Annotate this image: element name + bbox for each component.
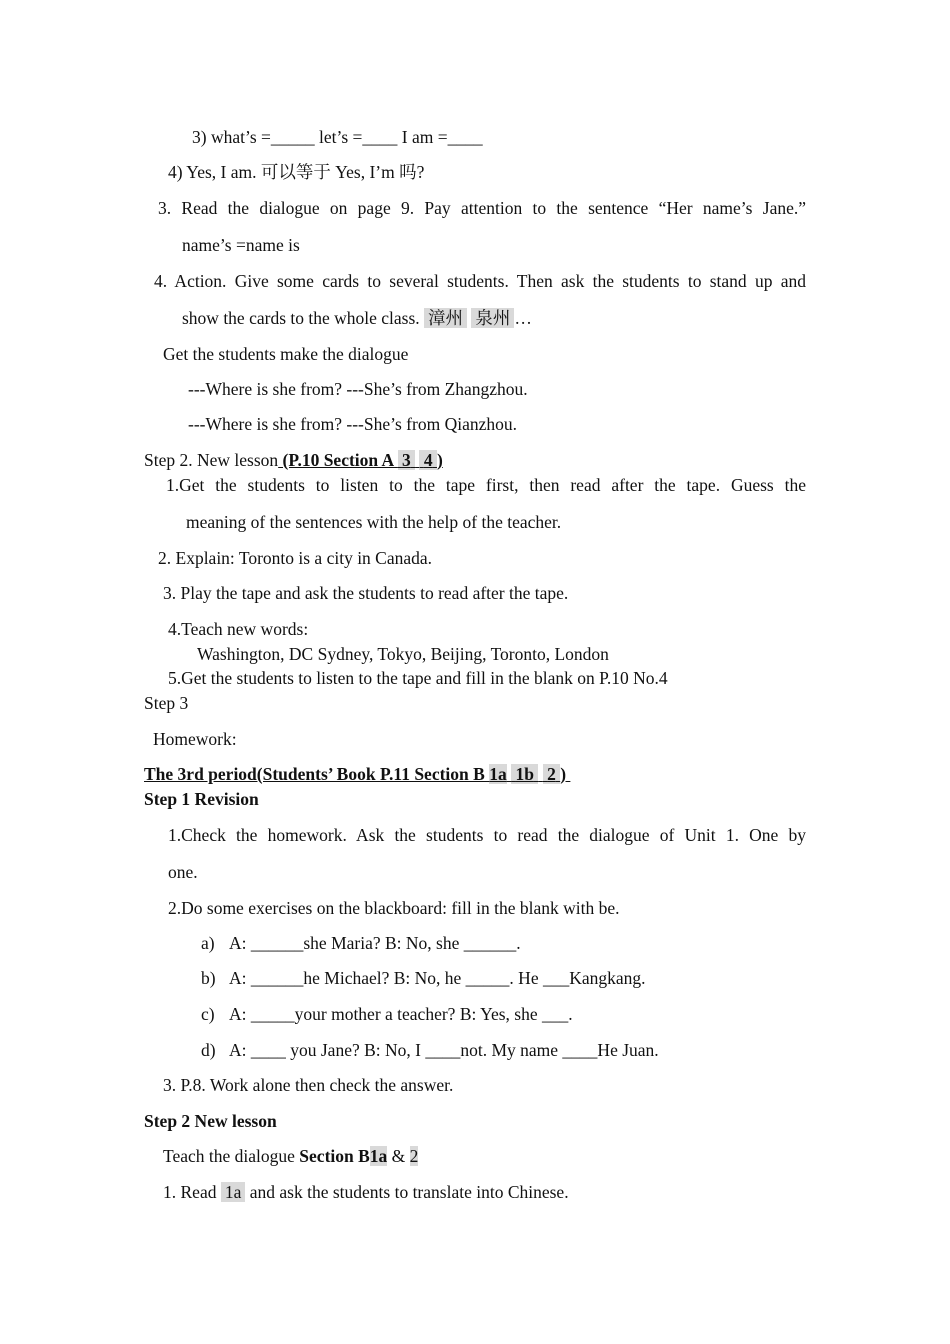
text-line: 3. P.8. Work alone then check the answer. bbox=[163, 1075, 454, 1095]
text-run: & bbox=[387, 1146, 410, 1166]
list-marker: c) bbox=[201, 1004, 215, 1024]
text-line: ---Where is she from? ---She’s from Qianzhou. bbox=[188, 414, 517, 434]
highlight-value: 4 bbox=[423, 450, 433, 470]
text-line: 2.Do some exercises on the blackboard: fill in the blank with be. bbox=[168, 898, 620, 918]
text-run bbox=[278, 450, 443, 470]
highlight-text bbox=[543, 764, 561, 784]
text-run: A: ______he Michael? B: No, he _____. He ___Kangkang. bbox=[229, 968, 646, 988]
text-line bbox=[182, 307, 532, 329]
highlight-text bbox=[419, 450, 437, 470]
text-run: Section B bbox=[299, 1146, 370, 1166]
highlight-text: 泉州 bbox=[471, 308, 514, 328]
text-line: 3) what’s =_____ let’s =____ I am =____ bbox=[192, 127, 483, 147]
text-line bbox=[163, 1145, 418, 1167]
highlight-text bbox=[398, 450, 416, 470]
text-run: and ask the students to translate into Chinese. bbox=[245, 1182, 569, 1202]
text-line bbox=[163, 1181, 569, 1203]
text-line: 3. Play the tape and ask the students to read after the tape. bbox=[163, 583, 569, 603]
step-heading bbox=[144, 449, 443, 471]
exercise-item bbox=[201, 1039, 659, 1061]
highlight-value: 2 bbox=[547, 764, 556, 784]
list-marker: d) bbox=[201, 1040, 216, 1060]
text-line: 1.Get the students to listen to the tape first, then read after the tape. Guess the bbox=[166, 475, 806, 495]
highlight-text: 1a bbox=[221, 1182, 246, 1202]
text-line: Get the students make the dialogue bbox=[163, 344, 409, 364]
text-line: ---Where is she from? ---She’s from Zhangzhou. bbox=[188, 379, 528, 399]
text-line: 4. Action. Give some cards to several students. Then ask the students to stand up and bbox=[154, 271, 806, 291]
highlight-value: 1b bbox=[515, 764, 534, 784]
exercise-item bbox=[201, 1003, 573, 1025]
text-line: 2. Explain: Toronto is a city in Canada. bbox=[158, 548, 433, 568]
exercise-item bbox=[201, 967, 646, 989]
text-run: A: ______she Maria? B: No, she ______. bbox=[229, 933, 521, 953]
highlight-text: 2 bbox=[409, 1146, 419, 1166]
step-heading: Step 1 Revision bbox=[144, 789, 259, 809]
highlight-text: 漳州 bbox=[424, 308, 467, 328]
period-heading bbox=[144, 763, 570, 785]
step-heading: Step 3 bbox=[144, 693, 189, 713]
text-run: A: ____ you Jane? B: No, I ____not. My name ____He Juan. bbox=[229, 1040, 659, 1060]
text-run: Teach the dialogue bbox=[163, 1146, 300, 1166]
highlight-value: 3 bbox=[401, 450, 411, 470]
highlight-text: 1a bbox=[489, 764, 507, 784]
text-run: (P.10 Section A bbox=[278, 450, 398, 470]
text-line: 5.Get the students to listen to the tape and fill in the blank on P.10 No.4 bbox=[168, 668, 668, 688]
text-line: one. bbox=[168, 862, 198, 882]
text-line: name’s =name is bbox=[182, 235, 300, 255]
text-line: 4.Teach new words: bbox=[168, 619, 309, 639]
text-run: 1. Read bbox=[163, 1182, 221, 1202]
text-line: Washington, DC Sydney, Tokyo, Beijing, Toronto, London bbox=[197, 644, 609, 664]
text-line: meaning of the sentences with the help of the teacher. bbox=[186, 512, 562, 532]
highlight-text: 1a bbox=[369, 1146, 388, 1166]
text-line: Homework: bbox=[153, 729, 237, 749]
exercise-item bbox=[201, 932, 521, 954]
text-line: 3. Read the dialogue on page 9. Pay attention to the sentence “Her name’s Jane.” bbox=[158, 198, 806, 218]
text-run: A: _____your mother a teacher? B: Yes, she ___. bbox=[229, 1004, 573, 1024]
list-marker: b) bbox=[201, 968, 216, 988]
text-run: ) bbox=[560, 764, 567, 784]
list-marker: a) bbox=[201, 933, 215, 953]
step-heading: Step 2 New lesson bbox=[144, 1111, 277, 1131]
highlight-text bbox=[511, 764, 538, 784]
text-run: ) bbox=[436, 450, 443, 470]
text-run: The 3rd period(Students’ Book P.11 Section B bbox=[144, 764, 490, 784]
text-line: 4) Yes, I am. 可以等于 Yes, I’m 吗? bbox=[168, 162, 425, 182]
text-run: Step 2. New lesson bbox=[144, 450, 279, 470]
text-line: 1.Check the homework. Ask the students to read the dialogue of Unit 1. One by bbox=[168, 825, 806, 845]
text-run: … bbox=[514, 308, 532, 328]
text-run: show the cards to the whole class. bbox=[182, 308, 420, 328]
